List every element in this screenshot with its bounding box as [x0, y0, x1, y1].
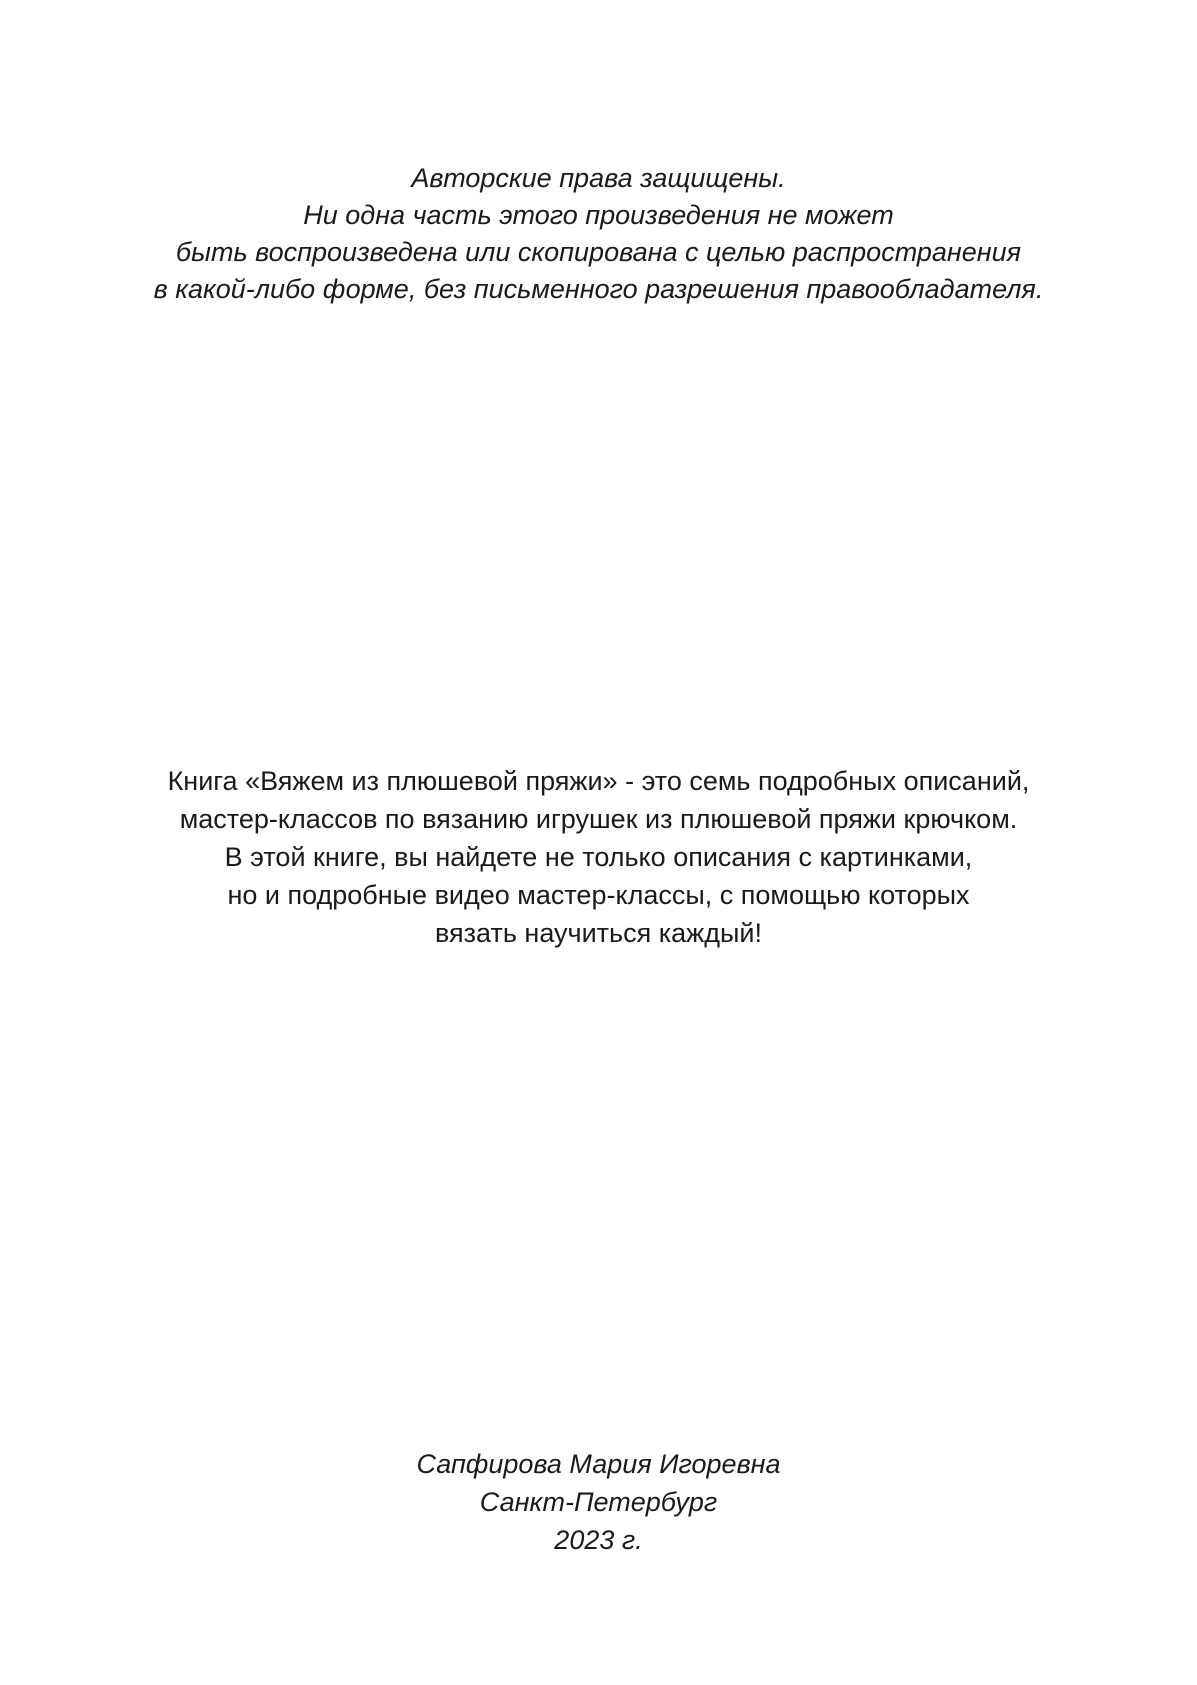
copyright-line: Ни одна часть этого произведения не может [303, 200, 894, 230]
copyright-line: Авторские права защищены. [411, 163, 786, 193]
description-line: вязать научиться каждый! [435, 918, 762, 948]
description-line: Книга «Вяжем из плюшевой пряжи» - это семь подробных описаний, [167, 766, 1030, 796]
description-line: мастер-классов по вязанию игрушек из плюшевой пряжи крючком. [179, 804, 1018, 834]
book-description [0, 762, 1197, 952]
copyright-line: быть воспроизведена или скопирована с целью распространения [175, 237, 1022, 267]
publication-year: 2023 г. [554, 1525, 643, 1555]
copyright-line: в какой-либо форме, без письменного разрешения правообладателя. [153, 274, 1044, 304]
author-name: Сапфирова Мария Игоревна [416, 1449, 781, 1479]
description-line: но и подробные видео мастер-классы, с помощью которых [227, 880, 970, 910]
copyright-notice [0, 160, 1197, 308]
description-line: В этой книге, вы найдете не только описания с картинками, [224, 842, 973, 872]
publication-city: Санкт-Петербург [479, 1487, 718, 1517]
colophon [0, 1445, 1197, 1559]
